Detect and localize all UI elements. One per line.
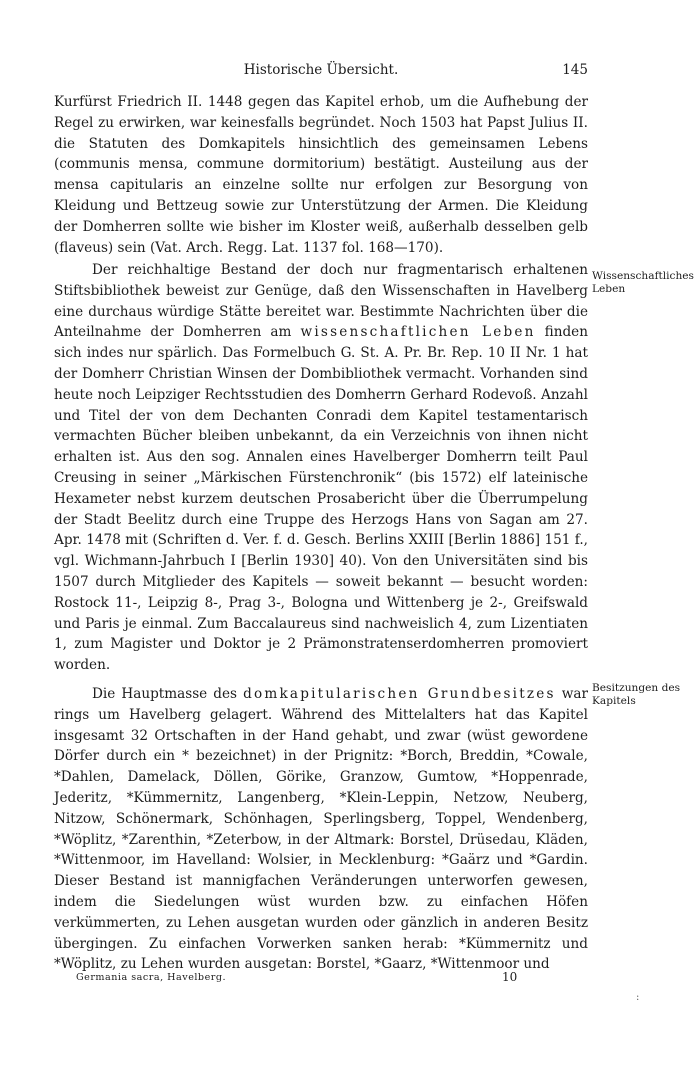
spaced-emphasis: domkapitularischen Grundbesitzes (243, 686, 556, 702)
paragraph-text: Kurfürst Friedrich II. 1448 gegen das Kapitel erhob, um die Aufhebung der Regel zu erwirken, war keinesfalls begründet. Noch 1503 hat Papst Julius II. die Statuten des Domkapitels hinsichtlich des gemeinsamen Lebens (communis mensa, commune dormitorium) bestätigt. Austeilung aus der mensa capitularis an einzelne sollte nur erfolgen zur Besorgung von Kleidung und Bettzeug sowie zur Unterstützung der Armen. Die Kleidung der Domherren sollte wie bisher im Kloster weiß, außerhalb desselben gelb (flaveus) sein (Vat. Arch. Regg. Lat. 1137 fol. 168—170). (54, 94, 588, 256)
running-title: Historische Übersicht. (243, 62, 399, 78)
margin-note-besitzungen: Besitzungen des Kapitels (592, 682, 681, 707)
paragraph-text: Die Hauptmasse des (92, 686, 244, 702)
signature-number: 10 (502, 970, 518, 984)
paragraph-text: Der reichhaltige Bestand der doch nur fragmentarisch erhaltenen Stiftsbibliothek beweist zur Genüge, daß den Wissenschaften in Havelberg eine durchaus würdige Stätte bereitet war. Bestimmte Nachrichten über die Anteilnahme der Domherren am (54, 262, 588, 341)
paragraph-2 (54, 260, 588, 676)
paragraph-1 (54, 92, 588, 258)
paragraph-3 (54, 684, 588, 975)
speck-mark: : (636, 992, 640, 1003)
printer-signature: Germania sacra, Havelberg. (76, 972, 227, 983)
margin-note-wissenschaft: Wissenschaftliches Leben (592, 270, 694, 295)
running-header (54, 60, 588, 80)
page-number: 145 (562, 62, 588, 78)
spaced-emphasis: wissenschaftlichen Leben (300, 324, 536, 341)
paragraph-text: finden sich indes nur spärlich. Das Formelbuch G. St. A. Pr. Br. Rep. 10 II Nr. 1 hat der Domherr Christian Winsen der Dombibliothek vermacht. Vorhanden sind heute noch Leipziger Rechtsstudien des Domherrn Gerhard Rodevoß. Anzahl und Titel der von dem Dechanten Conradi dem Kapitel testamentarisch vermachten Bücher bleiben unbekannt, da ein Verzeichnis von ihnen nicht erhalten ist. Aus den sog. Annalen eines Havelberger Domherrn teilt Paul Creusing in seiner „Märkischen Fürstenchronik“ (bis 1572) elf lateinische Hexameter nebst kurzem deutschen Prosabericht über die Überrumpelung der Stadt Beelitz durch eine Truppe des Herzogs Hans von Sagan am 27. Apr. 1478 mit (Schriften d. Ver. f. d. Gesch. Berlins XXIII [Berlin 1886] 151 f., vgl. Wichmann-Jahrbuch I [Berlin 1930] 40). Von den Universitäten sind bis 1507 durch Mitglieder des Kapitels — soweit bekannt — besucht worden: Rostock 11-, Leipzig 8-, Prag 3-, Bologna und Wittenberg je 2-, Greifswald und Paris je einmal. Zum Baccalaureus sind nachweislich 4, zum Lizentiaten 1, zum Magister und Doktor je 2 Prämonstratenserdomherren promoviert worden. (54, 324, 588, 674)
paragraph-text: war rings um Havelberg gelagert. Während des Mittelalters hat das Kapitel insgesamt 32 Ortschaften in der Hand gehabt, und zwar (wüst gewordene Dörfer durch ein * bezeichnet) in der Prignitz: *Borch, Breddin, *Cowale, *Dahlen, Damelack, Döllen, Görike, Granzow, Gumtow, *Hoppenrade, Jederitz, *Kümmernitz, Langenberg, *Klein-Leppin, Netzow, Neuberg, Nitzow, Schönermark, Schönhagen, Sperlingsberg, Toppel, Wendenberg, *Wöplitz, *Zarenthin, *Zeterbow, in der Altmark: Borstel, Drüsedau, Kläden, *Wittenmoor, im Havelland: Wolsier, in Mecklenburg: *Gaärz und *Gardin. Dieser Bestand ist mannigfachen Veränderungen unterworfen gewesen, indem die Siedelungen wüst wurden bzw. zu einfachen Höfen verkümmerten, zu Lehen ausgetan wurden oder gänzlich in anderen Besitz übergingen. Zu einfachen Vorwerken sanken herab: *Kümmernitz und *Wöplitz, zu Lehen wurden ausgetan: Borstel, *Gaarz, *Wittenmoor und (54, 686, 588, 973)
